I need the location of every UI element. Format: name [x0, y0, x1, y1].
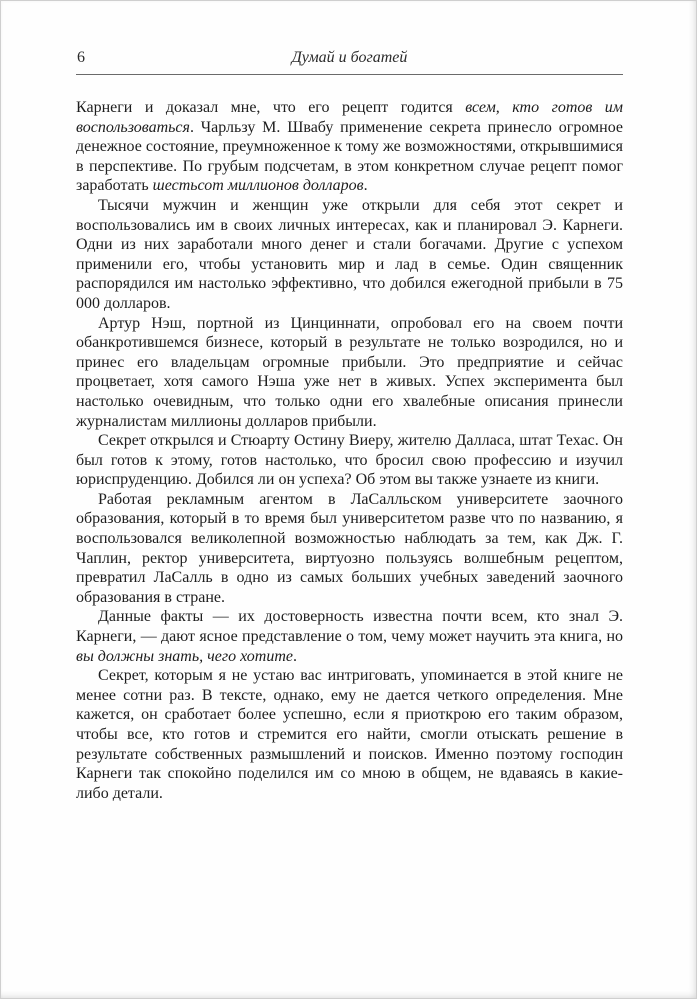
text-run: .: [293, 647, 298, 665]
page-body: [76, 98, 623, 803]
text-run: Секрет открылся и Стюарту Остину Виеру, жителю Далласа, штат Техас. Он был готов к этому, готов настолько, что бросил свою профессию и изучил юриспруденцию. Добился ли он успеха? Об этом вы также узнаете из книги.: [76, 432, 623, 489]
running-title: Думай и богатей: [291, 49, 408, 66]
header-rule: [76, 74, 623, 75]
text-run: .: [363, 177, 368, 195]
italic-text-run: вы должны знать, чего хотите: [76, 647, 294, 665]
text-run: Тысячи мужчин и женщин уже открыли для себя этот секрет и воспользовались им в своих личных интересах, как и планировал Э. Карнеги. Одни из них заработали много денег и стали богачами. Другие с успехом применили его, чтобы установить мир и лад в семье. Один священник распорядился им настолько эффективно, что добился ежегодной прибыли в 75 000 долларов.: [76, 196, 623, 312]
italic-text-run: всем, кто готов им воспользоваться: [76, 99, 623, 136]
text-run: Карнеги и доказал мне, что его рецепт годится: [76, 99, 466, 116]
paragraph: [76, 196, 623, 314]
italic-text-run: шестьсот миллионов долларов: [152, 177, 364, 195]
paragraph: [76, 98, 623, 196]
paragraph: [76, 607, 623, 666]
page-number: 6: [77, 49, 85, 66]
text-run: Данные факты — их достоверность известна почти всем, кто знал Э. Карнеги, — дают ясное представление о том, чему может научить эта книга, но: [76, 608, 623, 646]
paragraph: [76, 490, 623, 608]
text-block: [76, 49, 623, 803]
running-head: [76, 49, 623, 69]
paragraph: [76, 666, 623, 803]
text-run: Работая рекламным агентом в ЛаСалльском университете заочного образования, который в то время был университетом разве что по названию, я воспользовался великолепной возможностью наблюдать за тем, как Дж. Г. Чаплин, ректор университета, виртуозно пользуясь волшебным рецептом, превратил ЛаСалль в одно из самых больших учебных заведений заочного образования в стране.: [76, 490, 623, 606]
text-run: . Чарльзу М. Швабу применение секрета принесло огромное денежное состояние, преумноженное к тому же возможностями, открывшимися в перспективе. По грубым подсчетам, в этом конкретном случае рецепт помог заработать: [76, 118, 623, 195]
text-run: Артур Нэш, портной из Цинциннати, опробовал его на своем почти обанкротившемся бизнесе, который в результате не только возродился, но и принес его владельцам огромные прибыли. Это предприятие и сейчас процветает, хотя самого Нэша уже нет в живых. Успех эксперимента был настолько очевидным, что только одни его хвалебные описания принесли журналистам миллионы долларов прибыли.: [76, 314, 623, 430]
paragraph: [76, 431, 623, 490]
paragraph: [76, 314, 623, 432]
text-run: Секрет, которым я не устаю вас интриговать, упоминается в этой книге не менее сотни раз. В тексте, однако, ему не дается четкого определения. Мне кажется, он сработает более успешно, если я приоткрою его таким образом, чтобы все, кто готов и стремится его найти, смогли отыскать решение в результате собственных размышлений и поисков. Именно поэтому господин Карнеги так спокойно поделился им со мною в общем, не вдаваясь в какие-либо детали.: [76, 667, 623, 802]
